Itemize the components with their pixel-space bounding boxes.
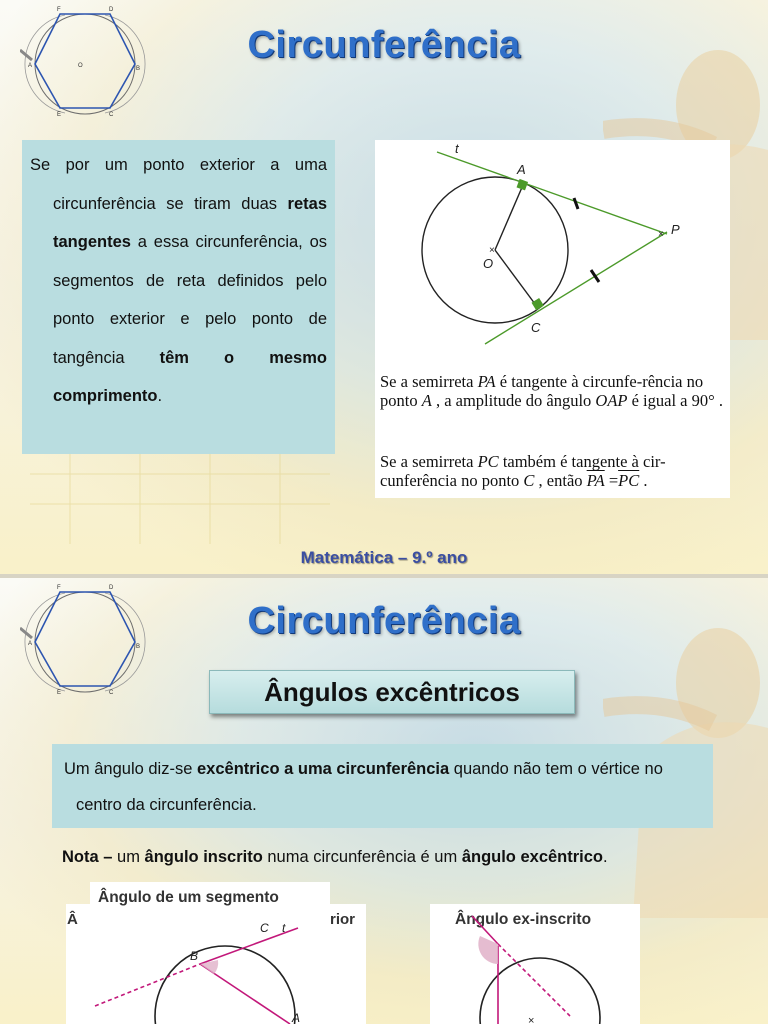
label-p: P [671,222,680,237]
theorem-box [22,140,335,454]
label-c: C [531,320,541,335]
slide-title: Circunferência [247,24,521,66]
logo-label-e: E [57,690,62,696]
caption-1: Se a semirreta PA é tangente à circunfe-rência no ponto A , a amplitude do ângulo OAP é igual a 90° . [380,372,723,410]
figure-title-behind-left: Â [67,911,78,928]
tangent-figure [375,140,730,498]
figure-title-behind-right: rior [330,911,356,928]
theorem-bold-2: têm o mesmo comprimento [53,348,327,405]
slide-2 [0,578,768,1024]
figure-title-ex-inscrito: Ângulo ex-inscrito [455,911,592,928]
figure-title-segment: Ângulo de um segmento [98,889,279,906]
label-b: B [190,949,199,963]
label-c2: C [260,921,269,935]
definition-text: Um ângulo diz-se excêntrico a uma circunferência quando não tem o vértice no centro da circunferência. [64,760,663,814]
nota-text: Nota – um ângulo inscrito numa circunferência é um ângulo excêntrico. [62,848,608,866]
label-t: t [455,141,459,156]
logo-label-c: C [109,112,114,118]
angle-figures [0,876,768,1024]
footer-course: Matemática – 9.º ano [300,548,468,567]
svg-text:×: × [658,229,664,240]
slide-title: Circunferência [247,600,521,642]
logo-label-o: O [78,63,83,69]
logo-label-f: F [57,7,61,13]
logo-label-d: D [109,585,114,591]
definition-box [52,744,713,828]
svg-text:×: × [528,1015,535,1024]
svg-text:×: × [489,245,495,256]
subtitle-box: Ângulos excêntricos [209,670,575,714]
theorem-text: Se por um ponto exterior a uma circunferência se tiram duas retas tangentes a essa circunferência, os segmentos de reta definidos pelo ponto exterior e pelo ponto de tangência têm o mesmo comprimento. [30,156,327,405]
logo-label-a: A [28,641,33,647]
logo-label-a: A [28,63,33,69]
logo-label-b: B [136,644,141,650]
logo-label-d: D [109,7,114,13]
label-a2: A [292,1011,301,1024]
label-a: A [517,162,526,177]
label-o: O [483,256,494,271]
caption-2: Se a semirreta PC também é tangente à cir-cunferência no ponto C , então $\overline{PA} =\overline{PC}$ . [380,452,666,490]
tangent-diagram [375,140,730,355]
label-t2: t [282,921,286,935]
logo-label-c: C [109,690,114,696]
logo-label-b: B [136,66,141,72]
logo-label-f: F [57,585,61,591]
logo-label-e: E [57,112,62,118]
theorem-bold-1: retas tangentes [53,194,327,251]
